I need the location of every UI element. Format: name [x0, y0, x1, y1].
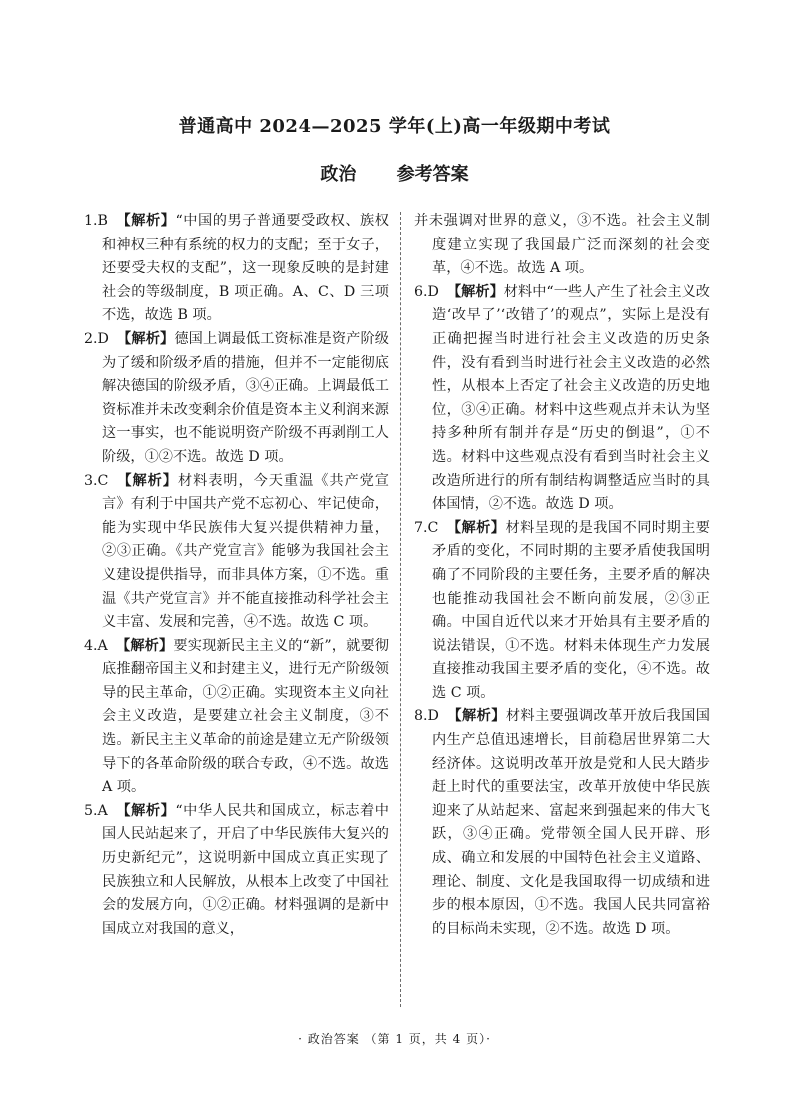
answer-number: 5. — [84, 802, 98, 819]
answer-item-1 — [84, 210, 389, 328]
analysis-tag: 【解析】 — [446, 519, 506, 536]
analysis-tag: 【解析】 — [446, 708, 506, 725]
answer-item-3 — [84, 470, 389, 635]
answer-explanation: 材料中“一些人产生了社会主义改造‘改早了’‘改错了’的观点”，实际上是没有正确把握当时进行社会主义改造的历史条件，没有看到当时进行社会主义改造的必然性，从根本上否定了社会主义改造的历史地位，③④正确。材料中这些观点并未认为坚持多种所有制并存是“历史的倒退”，①不选。材料中这些观点没有看到当时社会主义改造所进行的所有制结构调整适应当时的具体国情，②不选。故选 D 项。 — [432, 283, 710, 513]
answer-explanation: 材料主要强调改革开放后我国国内生产总值迅速增长，目前稳居世界第二大经济体。这说明改革开放是党和人民大踏步赶上时代的重要法宝，改革开放使中华民族迎来了从站起来、富起来到强起来的伟大飞跃，③④正确。党带领全国人民开辟、形成、确立和发展的中国特色社会主义道路、理论、制度、文化是我国取得一切成绩和进步的根本原因，①不选。我国人民共同富裕的目标尚未实现，②不选。故选 D 项。 — [432, 708, 710, 937]
answer-item-6 — [414, 281, 710, 517]
answer-number: 4. — [84, 637, 98, 654]
answer-number: 3. — [84, 472, 98, 489]
answer-item-2 — [84, 328, 389, 470]
analysis-tag: 【解析】 — [115, 802, 176, 819]
answer-number: 2. — [84, 330, 98, 347]
answer-number: 8. — [414, 708, 428, 725]
analysis-tag: 【解析】 — [116, 472, 178, 489]
answer-number: 1. — [84, 213, 98, 229]
answer-explanation: 德国上调最低工资标准是资产阶级为了缓和阶级矛盾的措施，但并不一定能彻底解决德国的阶级矛盾，③④正确。上调最低工资标准并未改变剩余价值是资本主义利润来源这一事实，也不能说明资产阶级不再剥削工人阶级，①②不选。故选 D 项。 — [102, 330, 389, 465]
page-subtitle — [0, 160, 789, 186]
analysis-tag: 【解析】 — [115, 213, 176, 229]
left-column — [84, 210, 389, 941]
analysis-tag: 【解析】 — [116, 330, 175, 347]
answer-item-4 — [84, 635, 389, 800]
answer-item-5 — [84, 800, 389, 942]
answer-choice: D — [97, 330, 109, 347]
answer-explanation-continued: 并未强调对世界的意义，③不选。社会主义制度建立实现了我国最广泛而深刻的社会变革，④不选。故选 A 项。 — [414, 213, 710, 277]
answer-number: 7. — [414, 519, 428, 536]
page-footer: · 政治答案 （第 1 页，共 4 页）· — [298, 1032, 491, 1046]
answer-choice: D — [427, 708, 439, 725]
column-divider — [400, 212, 401, 1007]
answer-key-label: 参考答案 — [396, 164, 469, 185]
right-column — [414, 210, 710, 941]
subject-label: 政治 — [320, 164, 357, 185]
answer-choice: D — [427, 283, 439, 300]
answer-item-8 — [414, 705, 710, 941]
page-title: 普通高中 2024—2025 学年(上)高一年级期中考试 — [178, 116, 611, 137]
answer-explanation: 要实现新民主主义的“新”，就要彻底推翻帝国主义和封建主义，进行无产阶级领导的民主革命，①②正确。实现资本主义向社会主义改造，是要建立社会主义制度，③不选。新民主主义革命的前途是建立无产阶级领导下的各革命阶级的联合专政，④不选。故选 A 项。 — [102, 637, 389, 796]
answer-number: 6. — [414, 283, 428, 300]
answer-choice: C — [427, 519, 439, 536]
answer-explanation: “中国的男子普通要受政权、族权和神权三种有系统的权力的支配；至于女子，还要受夫权的支配”，这一现象反映的是封建社会的等级制度，B 项正确。A、C、D 三项不选，故选 B 项。 — [102, 213, 389, 324]
answer-choice: B — [97, 213, 108, 229]
answer-explanation: “中华人民共和国成立，标志着中国人民站起来了，开启了中华民族伟大复兴的历史新纪元”，这说明新中国成立真正实现了民族独立和人民解放，从根本上改变了中国社会的发展方向，①②正确。材料强调的是新中国成立对我国的意义， — [102, 802, 389, 937]
answer-explanation: 材料呈现的是我国不同时期主要矛盾的变化，不同时期的主要矛盾使我国明确了不同阶段的主要任务，主要矛盾的解决也能推动我国社会不断向前发展，②③正确。中国自近代以来才开始具有主要矛盾的说法错误，①不选。材料未体现生产力发展直接推动我国主要矛盾的变化，④不选。故选 C 项。 — [432, 519, 710, 701]
analysis-tag: 【解析】 — [446, 283, 504, 300]
answer-choice: C — [97, 472, 109, 489]
analysis-tag: 【解析】 — [115, 637, 174, 654]
answer-choice: A — [97, 637, 108, 654]
answer-item-5-continued — [414, 210, 710, 281]
answer-choice: A — [97, 802, 108, 819]
answer-explanation: 材料表明，今天重温《共产党宣言》有利于中国共产党不忘初心、牢记使命，能为实现中华民族伟大复兴提供精神力量，②③正确。《共产党宣言》能够为我国社会主义建设提供指导，而非具体方案，①不选。重温《共产党宣言》并不能直接推动科学社会主义丰富、发展和完善，④不选。故选 C 项。 — [102, 472, 389, 631]
answer-item-7 — [414, 517, 710, 706]
